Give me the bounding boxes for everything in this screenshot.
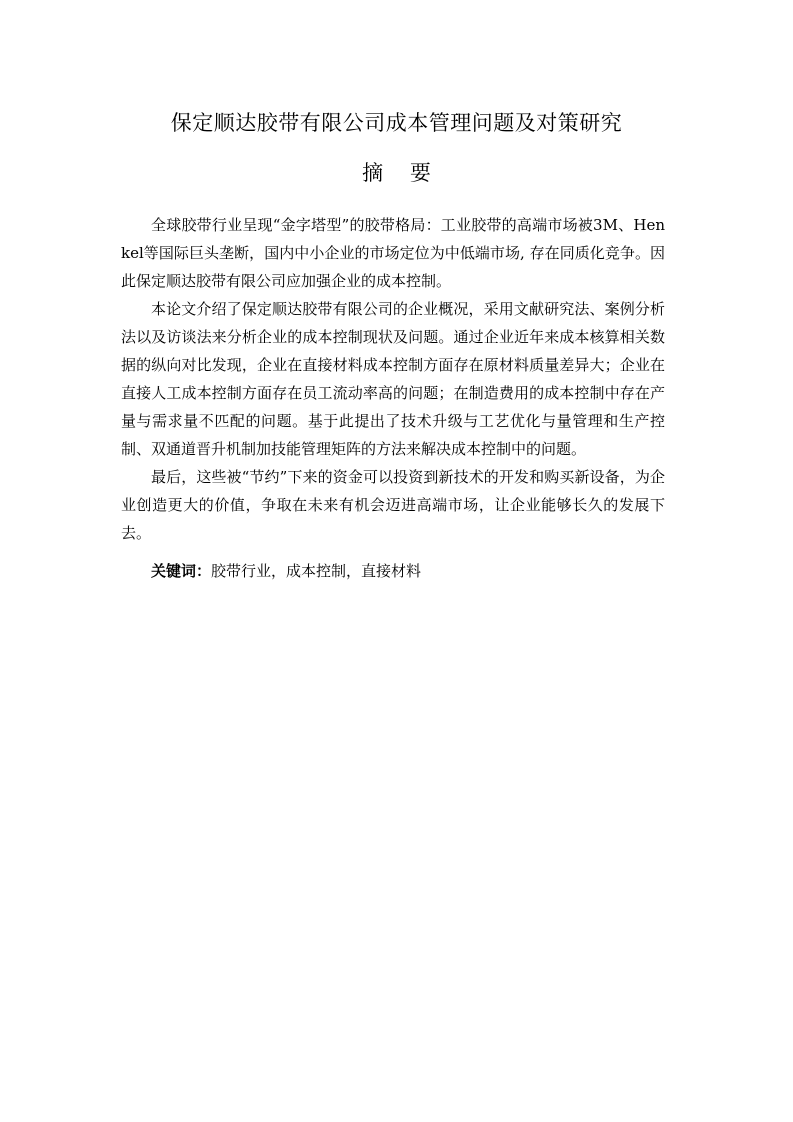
abstract-paragraph-3: 最后，这些被“节约”下来的资金可以投资到新技术的开发和购买新设备，为企业创造更大的价值，争取在未来有机会迈进高端市场，让企业能够长久的发展下去。 <box>121 468 665 542</box>
keywords-label: 关键词： <box>151 562 212 580</box>
keywords-line <box>121 557 665 585</box>
abstract-heading: 摘 要 <box>362 161 441 185</box>
abstract-paragraph-2: 本论文介绍了保定顺达胶带有限公司的企业概况，采用文献研究法、案例分析法以及访谈法来分析企业的成本控制现状及问题。通过企业近年来成本核算相关数据的纵向对比发现，企业在直接材料成本控制方面存在原材料质量差异大；企业在直接人工成本控制方面存在员工流动率高的问题；在制造费用的成本控制中存在产量与需求量不匹配的问题。基于此提出了技术升级与工艺优化与量管理和生产控制、双通道晋升机制加技能管理矩阵的方法来解决成本控制中的问题。 <box>121 300 665 458</box>
keywords-list: 胶带行业，成本控制，直接材料 <box>211 562 422 580</box>
abstract-paragraph-1: 全球胶带行业呈现“金字塔型”的胶带格局：工业胶带的高端市场被3M、Henkel等国际巨头垄断，国内中小企业的市场定位为中低端市场, 存在同质化竞争。因此保定顺达胶带有限公司应加强企业的成本控制。 <box>121 216 665 290</box>
paper-title: 保定顺达胶带有限公司成本管理问题及对策研究 <box>170 111 623 135</box>
abstract-body <box>121 211 665 585</box>
